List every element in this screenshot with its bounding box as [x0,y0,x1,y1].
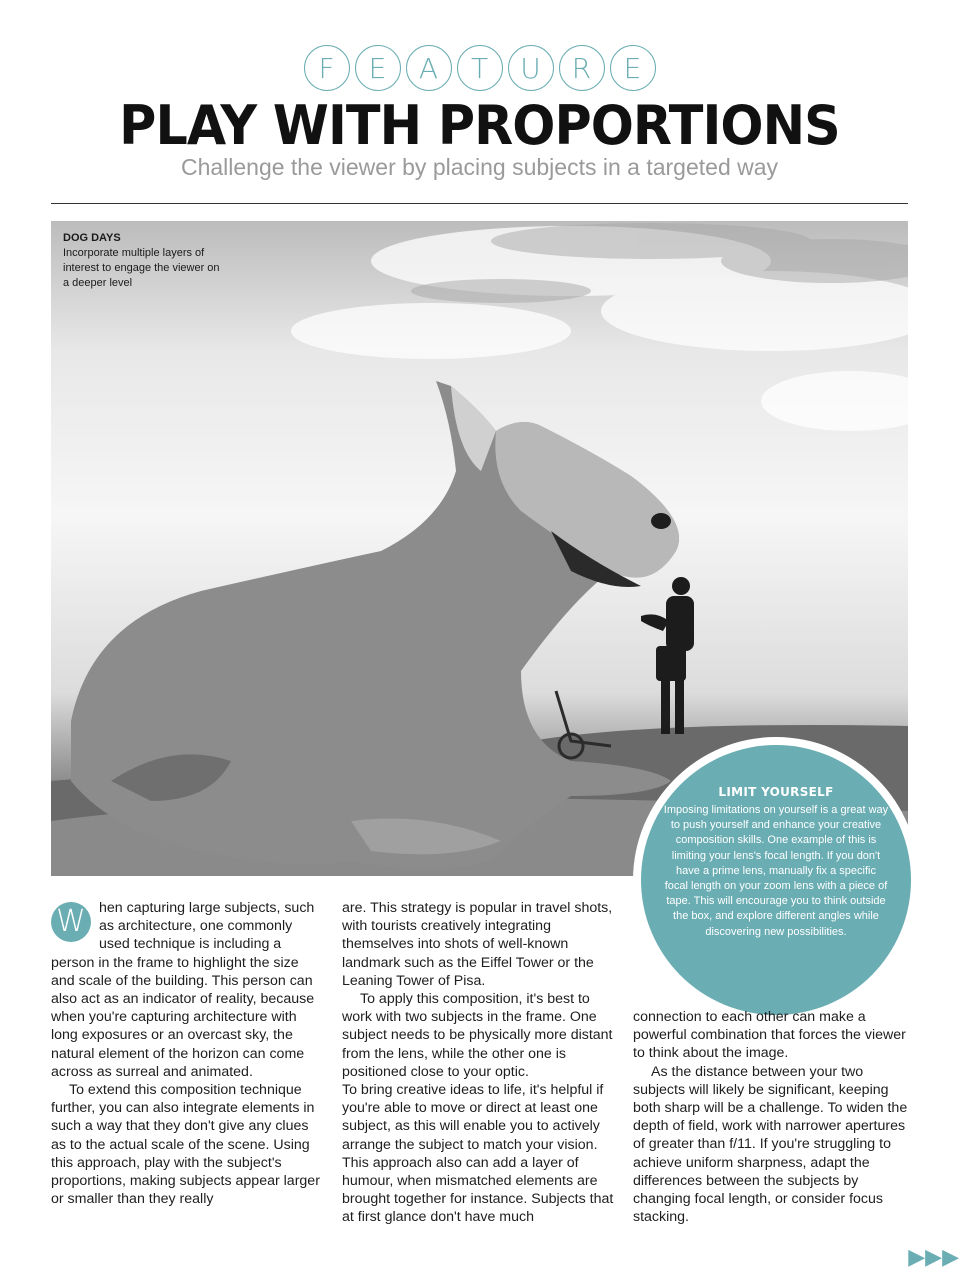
paragraph: As the distance between your two subjects will likely be significant, keeping both sharp will be a challenge. To widen the depth of field, work with narrower apertures of greater than f/11. If you're struggling to achieve uniform sharpness, adapt the differences between the subjects by changing focal length, or consider focus stacking. [633,1063,908,1226]
kicker-letter: E [355,45,401,91]
paragraph: connection to each other can make a powerful combination that forces the viewer to think about the image. [633,1009,906,1062]
body-column-1 [51,899,321,1208]
kicker-letter: T [457,45,503,91]
sidebar-tip [641,745,911,1015]
paragraph: To extend this composition technique further, you can also integrate elements in such a way that they don't give any clues as to the actual scale of the scene. Using this approach, play with the subject's proportions, making subjects appear larger or smaller than they really [51,1082,320,1208]
body-column-2 [342,899,614,1227]
feature-kicker [0,45,959,91]
article-subtitle: Challenge the viewer by placing subjects in a targeted way [180,154,779,180]
header-divider [51,203,908,204]
kicker-letter: F [304,45,350,91]
sidebar-circle [633,737,919,1023]
kicker-letter: E [610,45,656,91]
paragraph: hen capturing large subjects, such as architecture, one commonly used technique is including a person in the frame to highlight the size and scale of the building. This person can also act as an indicator of reality, because when you're capturing architecture with long exposures or an overcast sky, the natural element of the horizon can come across as surreal and animated. [51,900,315,1080]
paragraph: are. This strategy is popular in travel shots, with tourists creatively integrating themselves into shots of well-known landmark such as the Eiffel Tower or the Leaning Tower of Pisa. [342,900,613,989]
sidebar-title: LIMIT YOURSELF [718,785,834,799]
kicker-letter: U [508,45,554,91]
caption-title: DOG DAYS [63,232,121,244]
article-title: PLAY WITH PROPORTIONS [119,94,840,157]
paragraph: To bring creative ideas to life, it's helpful if you're able to move or direct at least one subject, as this will enable you to actively arrange the subject to match your vision. This approach also can add a layer of humour, when mismatched elements are brought together for instance. Subjects that at first glance don't have much [342,1082,614,1226]
next-page-arrows-icon: ▶▶▶ [908,1244,959,1269]
kicker-letter: R [559,45,605,91]
body-column-3 [633,1008,908,1226]
dropcap: W [51,902,91,942]
paragraph: To apply this composition, it's best to work with two subjects in the frame. One subject needs to be physically more distant from the lens, while the other one is positioned close to your optic. [342,991,613,1080]
sidebar-text: Imposing limitations on yourself is a great way to push yourself and enhance your creative composition skills. One example of this is limiting your lens's focal length. If you don't have a prime lens, manually fix a specific focal length on your zoom lens with a piece of tape. This will encourage you to think outside the box, and explore different angles while discovering new possibilities. [663,804,889,938]
photo-caption [63,231,223,291]
caption-text: Incorporate multiple layers of interest to engage the viewer on a deeper level [63,247,220,289]
kicker-letter: A [406,45,452,91]
